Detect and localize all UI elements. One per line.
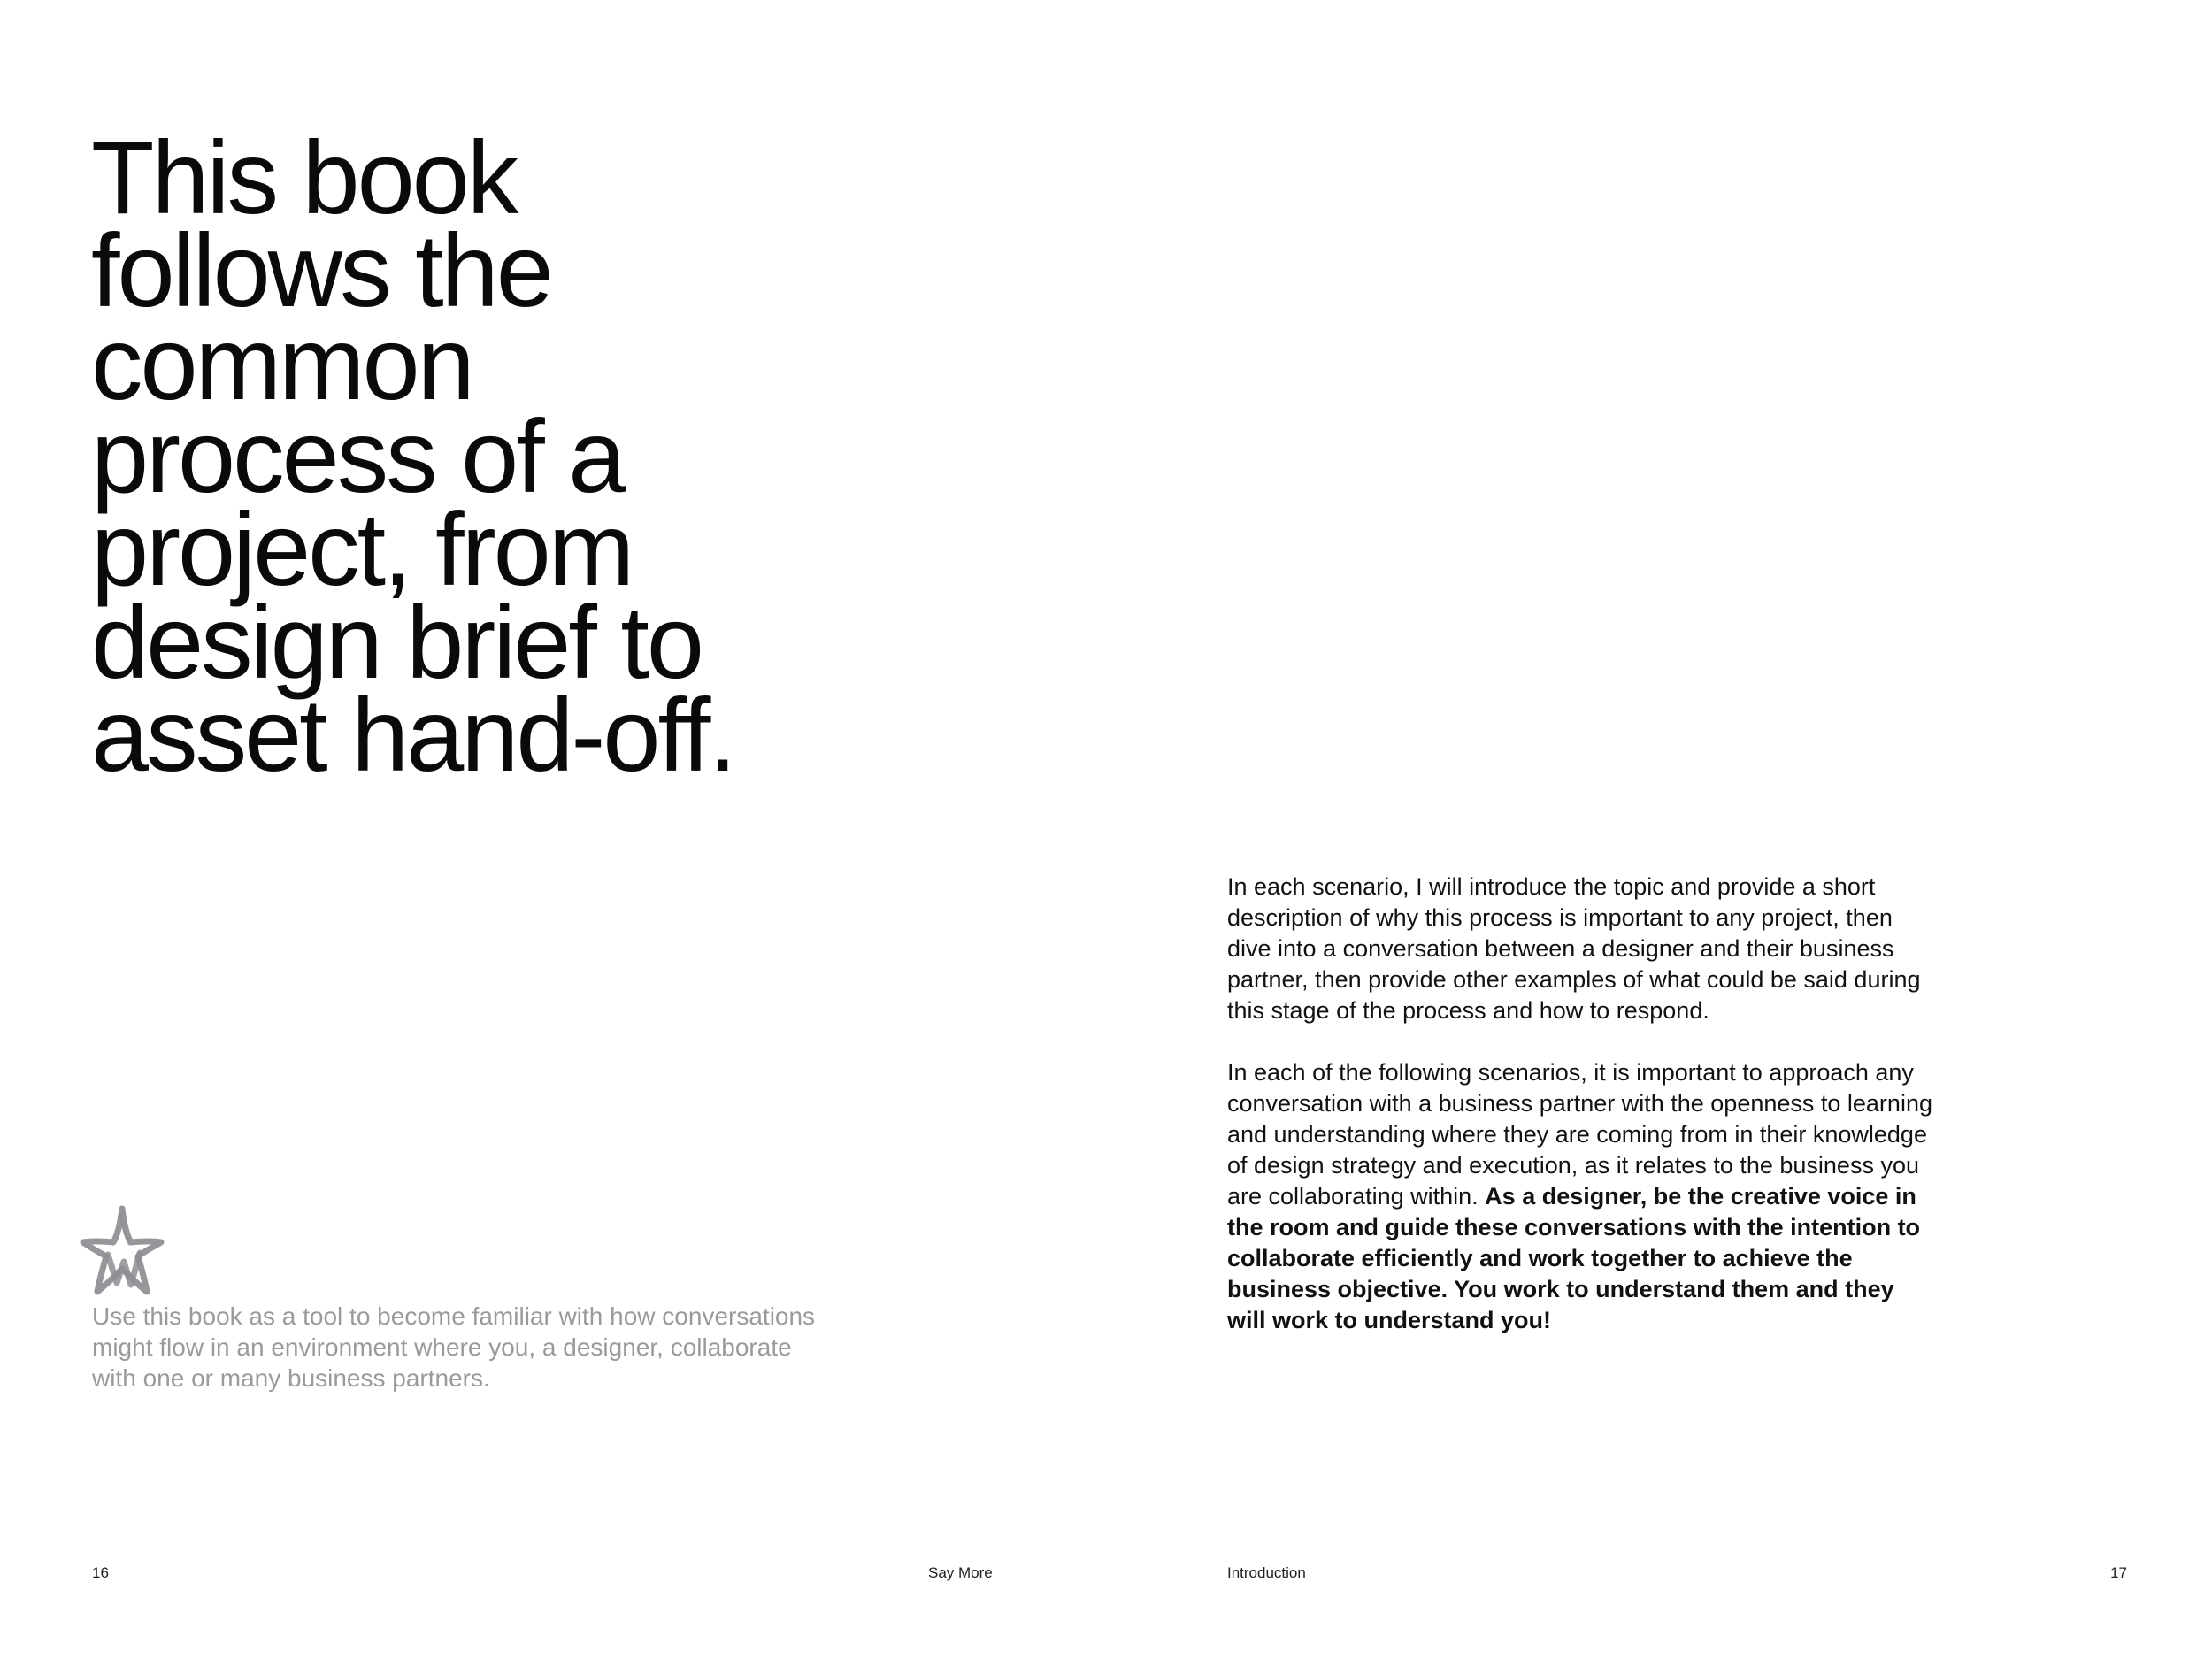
page-number-right: 17 — [2110, 1564, 2127, 1581]
headline-line: common — [91, 305, 472, 421]
running-title: Say More — [928, 1564, 993, 1581]
headline-line: project, from — [91, 491, 633, 607]
aside-note: Use this book as a tool to become familiar with how conversations might flow in an environment where you, a designer, collaborate with one or many business partners. — [92, 1302, 816, 1392]
page-number-left: 16 — [92, 1564, 109, 1581]
paragraph-guidance-emphasis: As a designer, be the creative voice in the room and guide these conversations with the intention to collaborate efficiently and work together to achieve the business objective. You work to understand them and they will work to understand you! — [1227, 1183, 1921, 1333]
section-name: Introduction — [1227, 1564, 1306, 1581]
headline-line: process of a — [91, 398, 624, 514]
headline-line: design brief to — [91, 584, 702, 700]
headline-line: follows the — [91, 212, 551, 328]
right-page — [1106, 0, 2212, 1659]
paragraph-guidance — [1227, 1057, 1935, 1336]
headline-line: This book — [91, 119, 517, 235]
star-doodle-icon — [76, 1203, 168, 1301]
paragraph-guidance-regular: In each of the following scenarios, it is important to approach any conversation with a business partner with the openness to learning and understanding where they are coming from in their knowledge of design strategy and execution, as it relates to the business you are collaborating within. — [1227, 1059, 1932, 1210]
paragraph-intro: In each scenario, I will introduce the topic and provide a short description of why this process is important to any project, then dive into a conversation between a designer and their business partner, then provide other examples of what could be said during this stage of the process and how to respond. — [1227, 873, 1921, 1024]
headline-line: asset hand-off. — [91, 677, 734, 793]
body-copy — [1227, 872, 1935, 1367]
page-headline — [91, 119, 976, 793]
